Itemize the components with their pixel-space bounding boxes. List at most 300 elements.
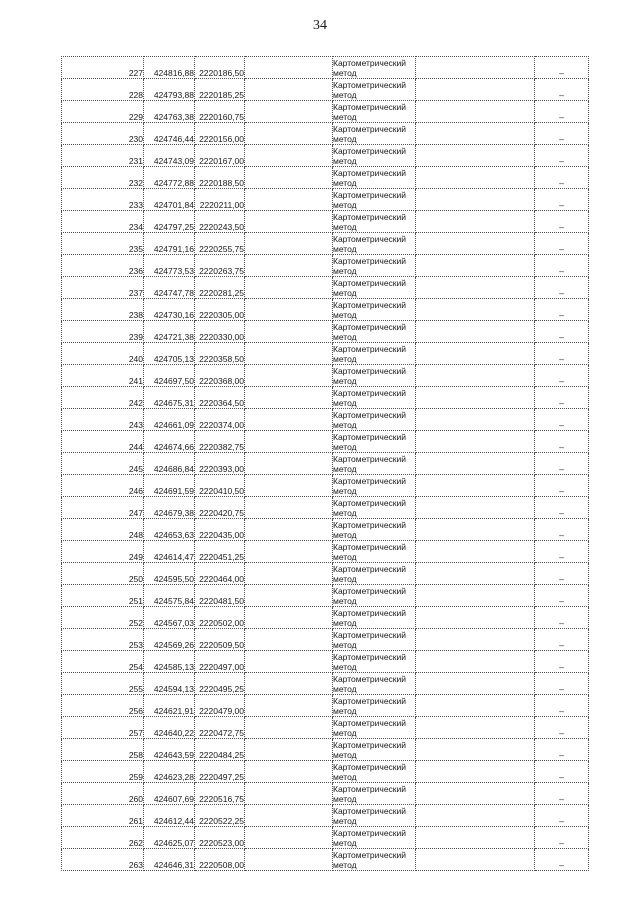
dash-cell: –	[535, 739, 589, 761]
point-number: 245	[62, 453, 144, 475]
empty-cell	[245, 651, 333, 673]
empty-cell	[245, 365, 333, 387]
method-cell	[333, 651, 416, 673]
method-line-2: метод	[333, 243, 357, 254]
table-row	[62, 233, 589, 255]
method-line-1: Картометрический	[333, 762, 407, 772]
point-number: 246	[62, 475, 144, 497]
empty-cell	[416, 519, 535, 541]
coordinate-y: 2220497,00	[195, 651, 245, 673]
dash-cell: –	[535, 695, 589, 717]
coordinate-y: 2220160,75	[195, 101, 245, 123]
dash-cell: –	[535, 189, 589, 211]
empty-cell	[245, 189, 333, 211]
method-line-1: Картометрический	[333, 564, 407, 574]
coordinate-y: 2220410,50	[195, 475, 245, 497]
point-number: 247	[62, 497, 144, 519]
coordinate-x: 424653,63	[144, 519, 195, 541]
method-cell	[333, 695, 416, 717]
empty-cell	[245, 167, 333, 189]
method-line-1: Картометрический	[333, 58, 407, 68]
empty-cell	[245, 761, 333, 783]
method-line-2: метод	[333, 397, 357, 408]
point-number: 259	[62, 761, 144, 783]
table-row	[62, 475, 589, 497]
method-cell	[333, 585, 416, 607]
table-row	[62, 629, 589, 651]
method-line-1: Картометрический	[333, 696, 407, 706]
method-line-1: Картометрический	[333, 828, 407, 838]
method-cell	[333, 541, 416, 563]
table-row	[62, 299, 589, 321]
method-line-2: метод	[333, 221, 357, 232]
method-line-1: Картометрический	[333, 740, 407, 750]
point-number: 233	[62, 189, 144, 211]
dash-cell: –	[535, 673, 589, 695]
dash-cell: –	[535, 651, 589, 673]
point-number: 241	[62, 365, 144, 387]
method-cell	[333, 431, 416, 453]
empty-cell	[416, 343, 535, 365]
method-cell	[333, 783, 416, 805]
method-line-1: Картометрический	[333, 630, 407, 640]
method-line-2: метод	[333, 265, 357, 276]
empty-cell	[245, 541, 333, 563]
coordinate-y: 2220393,00	[195, 453, 245, 475]
method-cell	[333, 189, 416, 211]
method-line-2: метод	[333, 529, 357, 540]
table-row	[62, 519, 589, 541]
method-line-1: Картометрический	[333, 454, 407, 464]
method-line-2: метод	[333, 683, 357, 694]
table-row	[62, 783, 589, 805]
point-number: 235	[62, 233, 144, 255]
method-line-1: Картометрический	[333, 388, 407, 398]
table-row	[62, 211, 589, 233]
coordinate-x: 424640,22	[144, 717, 195, 739]
coordinate-y: 2220185,25	[195, 79, 245, 101]
dash-cell: –	[535, 431, 589, 453]
empty-cell	[416, 497, 535, 519]
method-line-2: метод	[333, 507, 357, 518]
empty-cell	[245, 739, 333, 761]
method-line-1: Картометрический	[333, 256, 407, 266]
coordinate-y: 2220435,00	[195, 519, 245, 541]
method-line-2: метод	[333, 573, 357, 584]
method-line-1: Картометрический	[333, 278, 407, 288]
method-line-1: Картометрический	[333, 806, 407, 816]
method-line-2: метод	[333, 287, 357, 298]
dash-cell: –	[535, 607, 589, 629]
empty-cell	[245, 453, 333, 475]
table-row	[62, 409, 589, 431]
method-cell	[333, 167, 416, 189]
table-row	[62, 277, 589, 299]
empty-cell	[245, 409, 333, 431]
method-line-2: метод	[333, 705, 357, 716]
empty-cell	[416, 387, 535, 409]
empty-cell	[416, 629, 535, 651]
empty-cell	[245, 145, 333, 167]
coordinate-y: 2220502,00	[195, 607, 245, 629]
method-line-1: Картометрический	[333, 234, 407, 244]
method-cell	[333, 255, 416, 277]
method-line-1: Картометрический	[333, 608, 407, 618]
method-line-1: Картометрический	[333, 168, 407, 178]
dash-cell: –	[535, 563, 589, 585]
table-row	[62, 563, 589, 585]
dash-cell: –	[535, 79, 589, 101]
empty-cell	[416, 277, 535, 299]
method-line-2: метод	[333, 199, 357, 210]
empty-cell	[245, 497, 333, 519]
coordinate-x: 424679,38	[144, 497, 195, 519]
coordinate-y: 2220451,25	[195, 541, 245, 563]
coordinate-x: 424686,84	[144, 453, 195, 475]
coordinate-x: 424674,66	[144, 431, 195, 453]
method-line-1: Картометрический	[333, 432, 407, 442]
empty-cell	[245, 431, 333, 453]
method-cell	[333, 123, 416, 145]
coordinate-x: 424625,07	[144, 827, 195, 849]
empty-cell	[245, 563, 333, 585]
dash-cell: –	[535, 849, 589, 871]
empty-cell	[245, 827, 333, 849]
point-number: 256	[62, 695, 144, 717]
table-row	[62, 761, 589, 783]
coordinate-x: 424614,47	[144, 541, 195, 563]
method-cell	[333, 453, 416, 475]
empty-cell	[416, 57, 535, 79]
point-number: 240	[62, 343, 144, 365]
method-line-1: Картометрический	[333, 124, 407, 134]
table-row	[62, 453, 589, 475]
coordinate-x: 424705,13	[144, 343, 195, 365]
empty-cell	[245, 805, 333, 827]
method-line-1: Картометрический	[333, 718, 407, 728]
empty-cell	[245, 783, 333, 805]
coordinate-x: 424701,84	[144, 189, 195, 211]
method-cell	[333, 321, 416, 343]
dash-cell: –	[535, 453, 589, 475]
dash-cell: –	[535, 365, 589, 387]
point-number: 234	[62, 211, 144, 233]
empty-cell	[416, 739, 535, 761]
empty-cell	[416, 541, 535, 563]
method-cell	[333, 849, 416, 871]
method-line-2: метод	[333, 771, 357, 782]
coordinate-y: 2220420,75	[195, 497, 245, 519]
dash-cell: –	[535, 167, 589, 189]
coordinate-x: 424691,59	[144, 475, 195, 497]
method-line-1: Картометрический	[333, 586, 407, 596]
empty-cell	[416, 123, 535, 145]
empty-cell	[245, 673, 333, 695]
method-line-2: метод	[333, 793, 357, 804]
point-number: 231	[62, 145, 144, 167]
coordinate-y: 2220281,25	[195, 277, 245, 299]
empty-cell	[245, 299, 333, 321]
method-cell	[333, 299, 416, 321]
method-line-1: Картометрический	[333, 784, 407, 794]
dash-cell: –	[535, 321, 589, 343]
method-line-2: метод	[333, 463, 357, 474]
coordinate-x: 424730,16	[144, 299, 195, 321]
table-row	[62, 541, 589, 563]
method-line-2: метод	[333, 155, 357, 166]
coordinate-y: 2220516,75	[195, 783, 245, 805]
method-line-2: метод	[333, 837, 357, 848]
dash-cell: –	[535, 233, 589, 255]
coordinate-y: 2220211,00	[195, 189, 245, 211]
point-number: 261	[62, 805, 144, 827]
empty-cell	[416, 167, 535, 189]
method-cell	[333, 827, 416, 849]
empty-cell	[416, 585, 535, 607]
coordinate-y: 2220522,25	[195, 805, 245, 827]
method-line-2: метод	[333, 375, 357, 386]
empty-cell	[416, 783, 535, 805]
coordinate-y: 2220464,00	[195, 563, 245, 585]
table-row	[62, 739, 589, 761]
method-line-1: Картометрический	[333, 652, 407, 662]
coordinate-y: 2220255,75	[195, 233, 245, 255]
method-cell	[333, 211, 416, 233]
point-number: 252	[62, 607, 144, 629]
empty-cell	[245, 57, 333, 79]
table-row	[62, 123, 589, 145]
empty-cell	[245, 695, 333, 717]
point-number: 253	[62, 629, 144, 651]
method-line-2: метод	[333, 485, 357, 496]
empty-cell	[416, 255, 535, 277]
method-cell	[333, 365, 416, 387]
empty-cell	[245, 123, 333, 145]
empty-cell	[416, 849, 535, 871]
coordinate-y: 2220188,50	[195, 167, 245, 189]
method-line-2: метод	[333, 133, 357, 144]
empty-cell	[416, 321, 535, 343]
coordinate-y: 2220358,50	[195, 343, 245, 365]
point-number: 230	[62, 123, 144, 145]
method-cell	[333, 79, 416, 101]
empty-cell	[416, 299, 535, 321]
method-line-2: метод	[333, 661, 357, 672]
dash-cell: –	[535, 761, 589, 783]
coordinate-x: 424607,69	[144, 783, 195, 805]
coordinate-y: 2220523,00	[195, 827, 245, 849]
empty-cell	[416, 673, 535, 695]
empty-cell	[416, 475, 535, 497]
dash-cell: –	[535, 343, 589, 365]
coordinate-x: 424791,16	[144, 233, 195, 255]
empty-cell	[245, 321, 333, 343]
table-row	[62, 849, 589, 871]
coordinate-y: 2220167,00	[195, 145, 245, 167]
empty-cell	[416, 717, 535, 739]
method-cell	[333, 563, 416, 585]
dash-cell: –	[535, 541, 589, 563]
table-row	[62, 189, 589, 211]
point-number: 257	[62, 717, 144, 739]
table-row	[62, 321, 589, 343]
empty-cell	[245, 585, 333, 607]
dash-cell: –	[535, 805, 589, 827]
empty-cell	[416, 453, 535, 475]
dash-cell: –	[535, 827, 589, 849]
method-line-1: Картометрический	[333, 212, 407, 222]
method-line-2: метод	[333, 67, 357, 78]
method-line-2: метод	[333, 177, 357, 188]
method-line-2: метод	[333, 727, 357, 738]
empty-cell	[245, 343, 333, 365]
method-line-2: метод	[333, 551, 357, 562]
table-row	[62, 255, 589, 277]
method-cell	[333, 233, 416, 255]
dash-cell: –	[535, 387, 589, 409]
dash-cell: –	[535, 277, 589, 299]
coordinates-table-body	[62, 57, 589, 871]
coordinate-y: 2220156,00	[195, 123, 245, 145]
empty-cell	[416, 233, 535, 255]
dash-cell: –	[535, 255, 589, 277]
point-number: 242	[62, 387, 144, 409]
method-line-1: Картометрический	[333, 850, 407, 860]
empty-cell	[245, 101, 333, 123]
coordinate-y: 2220472,75	[195, 717, 245, 739]
coordinate-x: 424612,44	[144, 805, 195, 827]
coordinate-x: 424567,03	[144, 607, 195, 629]
method-line-2: метод	[333, 617, 357, 628]
table-row	[62, 431, 589, 453]
point-number: 227	[62, 57, 144, 79]
empty-cell	[245, 629, 333, 651]
dash-cell: –	[535, 57, 589, 79]
coordinate-y: 2220186,50	[195, 57, 245, 79]
method-cell	[333, 717, 416, 739]
dash-cell: –	[535, 145, 589, 167]
coordinate-x: 424772,88	[144, 167, 195, 189]
method-line-1: Картометрический	[333, 300, 407, 310]
method-line-1: Картометрический	[333, 146, 407, 156]
point-number: 229	[62, 101, 144, 123]
coordinate-y: 2220368,00	[195, 365, 245, 387]
dash-cell: –	[535, 299, 589, 321]
method-line-2: метод	[333, 111, 357, 122]
dash-cell: –	[535, 497, 589, 519]
empty-cell	[245, 277, 333, 299]
table-row	[62, 827, 589, 849]
table-row	[62, 717, 589, 739]
method-line-1: Картометрический	[333, 520, 407, 530]
method-cell	[333, 343, 416, 365]
empty-cell	[245, 387, 333, 409]
method-cell	[333, 607, 416, 629]
empty-cell	[416, 101, 535, 123]
method-line-1: Картометрический	[333, 322, 407, 332]
coordinate-x: 424746,44	[144, 123, 195, 145]
coordinate-x: 424773,53	[144, 255, 195, 277]
empty-cell	[416, 563, 535, 585]
empty-cell	[245, 849, 333, 871]
coordinate-y: 2220330,00	[195, 321, 245, 343]
coordinate-x: 424621,91	[144, 695, 195, 717]
point-number: 237	[62, 277, 144, 299]
point-number: 251	[62, 585, 144, 607]
method-line-2: метод	[333, 859, 357, 870]
method-cell	[333, 519, 416, 541]
point-number: 258	[62, 739, 144, 761]
dash-cell: –	[535, 519, 589, 541]
empty-cell	[416, 431, 535, 453]
coordinate-x: 424743,09	[144, 145, 195, 167]
empty-cell	[416, 695, 535, 717]
method-line-1: Картометрический	[333, 80, 407, 90]
point-number: 228	[62, 79, 144, 101]
point-number: 248	[62, 519, 144, 541]
coordinate-y: 2220508,00	[195, 849, 245, 871]
point-number: 254	[62, 651, 144, 673]
method-line-1: Картометрический	[333, 102, 407, 112]
method-line-1: Картометрический	[333, 366, 407, 376]
coordinate-x: 424661,09	[144, 409, 195, 431]
coordinate-y: 2220484,25	[195, 739, 245, 761]
coordinate-y: 2220305,00	[195, 299, 245, 321]
empty-cell	[416, 409, 535, 431]
page-number: 34	[313, 18, 327, 33]
method-cell	[333, 387, 416, 409]
coordinate-x: 424643,59	[144, 739, 195, 761]
empty-cell	[416, 607, 535, 629]
empty-cell	[245, 519, 333, 541]
coordinate-y: 2220364,50	[195, 387, 245, 409]
dash-cell: –	[535, 409, 589, 431]
point-number: 255	[62, 673, 144, 695]
method-cell	[333, 475, 416, 497]
point-number: 263	[62, 849, 144, 871]
method-line-1: Картометрический	[333, 674, 407, 684]
method-line-2: метод	[333, 595, 357, 606]
empty-cell	[416, 761, 535, 783]
coordinate-x: 424721,38	[144, 321, 195, 343]
method-line-1: Картометрический	[333, 344, 407, 354]
table-row	[62, 57, 589, 79]
table-row	[62, 101, 589, 123]
empty-cell	[416, 79, 535, 101]
coordinate-x: 424697,50	[144, 365, 195, 387]
coordinate-x: 424585,13	[144, 651, 195, 673]
method-line-2: метод	[333, 353, 357, 364]
point-number: 232	[62, 167, 144, 189]
point-number: 244	[62, 431, 144, 453]
table-row	[62, 79, 589, 101]
coordinate-y: 2220479,00	[195, 695, 245, 717]
dash-cell: –	[535, 475, 589, 497]
method-cell	[333, 145, 416, 167]
method-line-2: метод	[333, 419, 357, 430]
dash-cell: –	[535, 717, 589, 739]
table-row	[62, 607, 589, 629]
coordinate-y: 2220374,00	[195, 409, 245, 431]
table-row	[62, 585, 589, 607]
coordinate-y: 2220481,50	[195, 585, 245, 607]
table-row	[62, 497, 589, 519]
coordinate-x: 424569,26	[144, 629, 195, 651]
dash-cell: –	[535, 585, 589, 607]
empty-cell	[416, 211, 535, 233]
method-cell	[333, 277, 416, 299]
method-line-1: Картометрический	[333, 410, 407, 420]
